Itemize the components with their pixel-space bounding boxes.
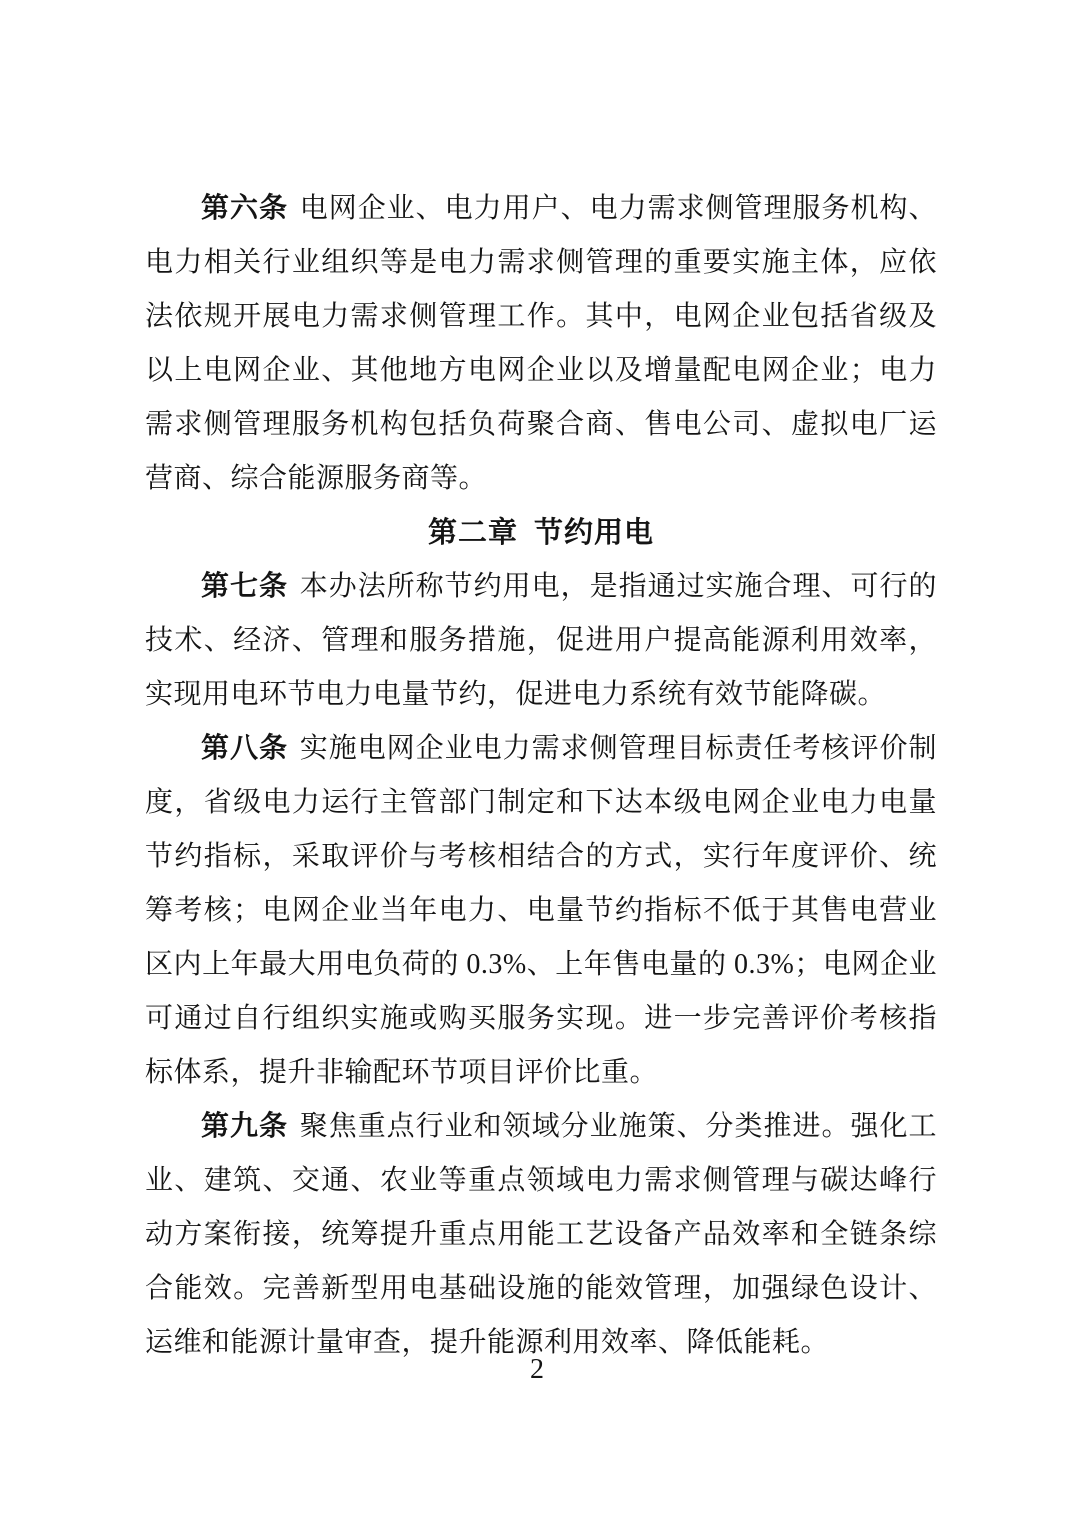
article-6-paragraph [145, 182, 937, 506]
article-8-text: 实施电网企业电力需求侧管理目标责任考核评价制度，省级电力运行主管部门制定和下达本级电网企业电力电量节约指标，采取评价与考核相结合的方式，实行年度评价、统筹考核；电网企业当年电力、电量节约指标不低于其售电营业区内上年最大用电负荷的 0.3%、上年售电量的 0.3%；电网企业可通过自行组织实施或购买服务实现。进一步完善评价考核指标体系，提升非输配环节项目评价比重。 [145, 733, 937, 1088]
article-9-paragraph [145, 1100, 937, 1370]
chapter-heading [145, 506, 937, 560]
chapter-title: 节约用电 [533, 517, 654, 549]
article-6-text: 电网企业、电力用户、电力需求侧管理服务机构、电力相关行业组织等是电力需求侧管理的重要实施主体，应依法依规开展电力需求侧管理工作。其中，电网企业包括省级及以上电网企业、其他地方电网企业以及增量配电网企业；电力需求侧管理服务机构包括负荷聚合商、售电公司、虚拟电厂运营商、综合能源服务商等。 [145, 193, 937, 494]
article-8-label: 第八条 [201, 733, 288, 764]
article-7-paragraph [145, 560, 937, 722]
chapter-number: 第二章 [428, 517, 519, 549]
article-8-paragraph [145, 722, 937, 1100]
article-9-label: 第九条 [201, 1111, 288, 1142]
document-body [145, 182, 937, 1370]
article-9-text: 聚焦重点行业和领域分业施策、分类推进。强化工业、建筑、交通、农业等重点领域电力需求侧管理与碳达峰行动方案衔接，统筹提升重点用能工艺设备产品效率和全链条综合能效。完善新型用电基础设施的能效管理，加强绿色设计、运维和能源计量审查，提升能源利用效率、降低能耗。 [145, 1111, 937, 1358]
page-number: 2 [530, 1354, 544, 1385]
article-6-label: 第六条 [201, 193, 288, 224]
article-7-label: 第七条 [201, 571, 288, 602]
article-7-text: 本办法所称节约用电，是指通过实施合理、可行的技术、经济、管理和服务措施，促进用户提高能源利用效率，实现用电环节电力电量节约，促进电力系统有效节能降碳。 [145, 571, 937, 710]
